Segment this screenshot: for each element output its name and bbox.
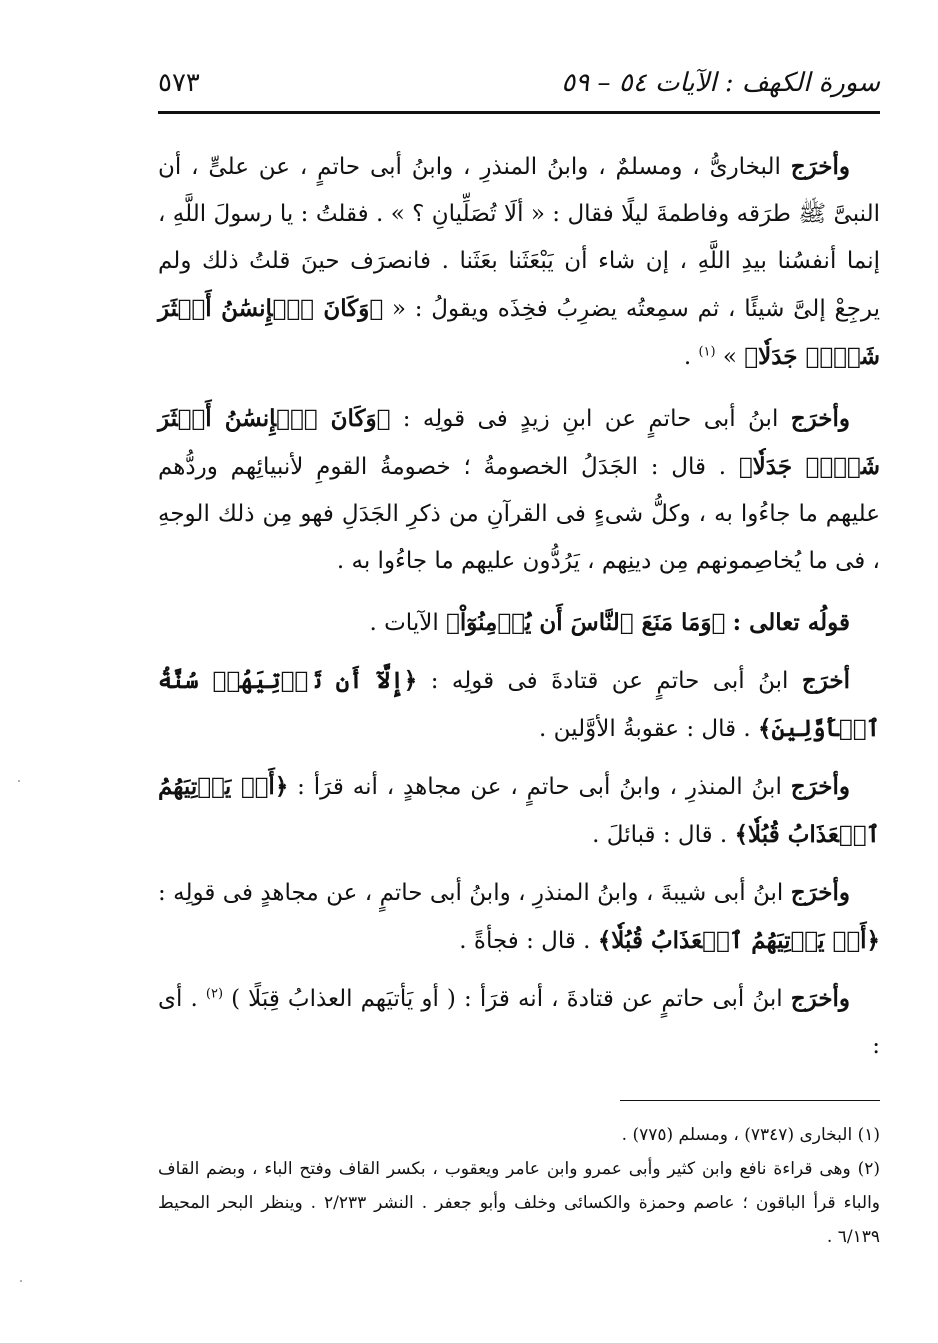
paragraph-3 xyxy=(158,599,880,647)
paragraph-2 xyxy=(158,395,880,585)
page-header xyxy=(158,58,880,108)
paragraph-text: ابنُ أبى حاتمٍ عن قتادةَ فى قولِه : xyxy=(430,668,789,694)
paragraph-lead: وأخرَج xyxy=(790,985,851,1012)
paragraph-text: ابنُ أبى حاتمٍ عن ابنِ زيدٍ فى قولِه : xyxy=(402,406,779,432)
paragraph-text: » xyxy=(722,344,737,370)
scan-speck xyxy=(18,780,20,782)
paragraph-4 xyxy=(158,657,880,753)
paragraph-7 xyxy=(158,975,880,1070)
paragraph-text: . أى : xyxy=(158,986,880,1059)
footnote-1: (١) البخارى (٧٣٤٧) ، ومسلم (٧٧٥) . xyxy=(621,1125,880,1145)
paragraph-5 xyxy=(158,763,880,859)
paragraph-lead: وأخرَج xyxy=(790,405,850,432)
paragraph-text: . قال : عقوبةُ الأوَّلين . xyxy=(539,716,751,742)
scan-speck xyxy=(20,1280,22,1282)
paragraph-text: . xyxy=(683,344,692,370)
paragraph-text: ابنُ أبى شيبةَ ، وابنُ المنذرِ ، وابنُ أبى حاتمٍ ، عن مجاهدٍ فى قولِه : xyxy=(158,880,784,906)
footnote-ref-1: (١) xyxy=(698,344,716,360)
paragraph-text: . قال : قبائلَ . xyxy=(592,822,728,848)
footnote-ref-2: (٢) xyxy=(205,986,224,1002)
footnote-2: (٢) وهى قراءة نافع وابن كثير وأبى عمرو وابن عامر ويعقوب ، بكسر القاف وفتح الباء ، وبضم القاف والباء قرأ الباقون ؛ عاصم وحمزة والكسائى وخلف وأبو جعفر . النشر ٢/٢٣٣ . وينظر البحر المحيط ٦/١٣٩ . xyxy=(158,1159,880,1247)
running-title: سورة الكهف : الآيات ٥٤ – ٥٩ xyxy=(561,68,880,98)
paragraph-lead: أخرَج xyxy=(801,667,850,694)
paragraph-text: ابنُ أبى حاتمٍ عن قتادةَ ، أنه قرَأ : ( أو يَأتيَهم العذابُ قِبَلًا ) xyxy=(231,986,783,1012)
quran-verse: ﴿أَوۡ يَأۡتِيَهُمُ ٱلۡعَذَابُ قُبُلٗا﴾ xyxy=(597,927,880,954)
quran-verse: ﴿أَوۡ يَأۡتِيَهُمُ ٱلۡعَذَابُ قُبُلٗا﴾ xyxy=(158,773,880,848)
paragraph-lead: وأخرَج xyxy=(790,879,850,906)
quran-verse: ﴿وَمَا مَنَعَ ٱلنَّاسَ أَن يُؤۡمِنُوٓاْ﴾ xyxy=(446,609,726,636)
paragraph-lead: وأخرَج xyxy=(790,153,851,180)
page-number: ٥٧٣ xyxy=(158,68,200,98)
paragraph-text: البخارىُّ ، ومسلمٌ ، وابنُ المنذرِ ، وابنُ أبى حاتمٍ ، عن علىٍّ ، أن النبىَّ ﷺ طرَقه وفاطمةَ ليلًا فقال : « ألَا تُصَلِّيانِ ؟ » . فقلتُ : يا رسولَ اللَّهِ ، إنما أنفسُنا بيدِ اللَّهِ ، إن شاء أن يَبْعَثَنا بعَثَنا . فانصرَف حينَ قلتُ ذلك ولم يرجِعْ إلىَّ شيئًا ، ثم سمِعتُه يضرِبُ فخِذَه ويقولُ : « xyxy=(158,154,881,322)
paragraph-lead: وأخرَج xyxy=(790,773,850,800)
paragraph-text: . قال : فجأةً . xyxy=(459,928,591,954)
paragraph-1 xyxy=(158,143,880,381)
footnote-rule xyxy=(620,1100,880,1101)
paragraph-text: . قال : الجَدَلُ الخصومةُ ؛ خصومةُ القومِ لأنبيائِهم وردُّهم عليهم ما جاءُوا به ، وكلُّ شىءٍ فى القرآنِ من ذكرِ الجَدَلِ فهو مِن ذلك الوجهِ ، فى ما يُخاصِمونهم مِن دينِهم ، يَرُدُّون عليهم ما جاءُوا به . xyxy=(158,454,880,574)
main-text xyxy=(158,143,880,1080)
header-rule xyxy=(158,111,880,114)
footnotes xyxy=(158,1118,880,1254)
paragraph-text: الآيات . xyxy=(369,610,439,636)
paragraph-text: ابنُ المنذرِ ، وابنُ أبى حاتمٍ ، عن مجاهدٍ ، أنه قرَأ : xyxy=(297,774,782,800)
quran-verse: ﴿وَكَانَ ٱلۡإِنسَٰنُ أَكۡثَرَ شَيۡءٖ جَدَلٗا﴾ xyxy=(158,405,881,480)
quran-verse: ﴿إِلَّآ أَن تَأۡتِيَهُمۡ سُنَّةُ ٱلۡأَوَّلِينَ﴾ xyxy=(158,667,880,742)
quran-verse: ﴿وَكَانَ ٱلۡإِنسَٰنُ أَكۡثَرَ شَيۡءٖ جَدَلٗا﴾ xyxy=(158,295,880,370)
verse-heading: قولُه تعالى : xyxy=(732,609,850,636)
paragraph-6 xyxy=(158,869,880,965)
